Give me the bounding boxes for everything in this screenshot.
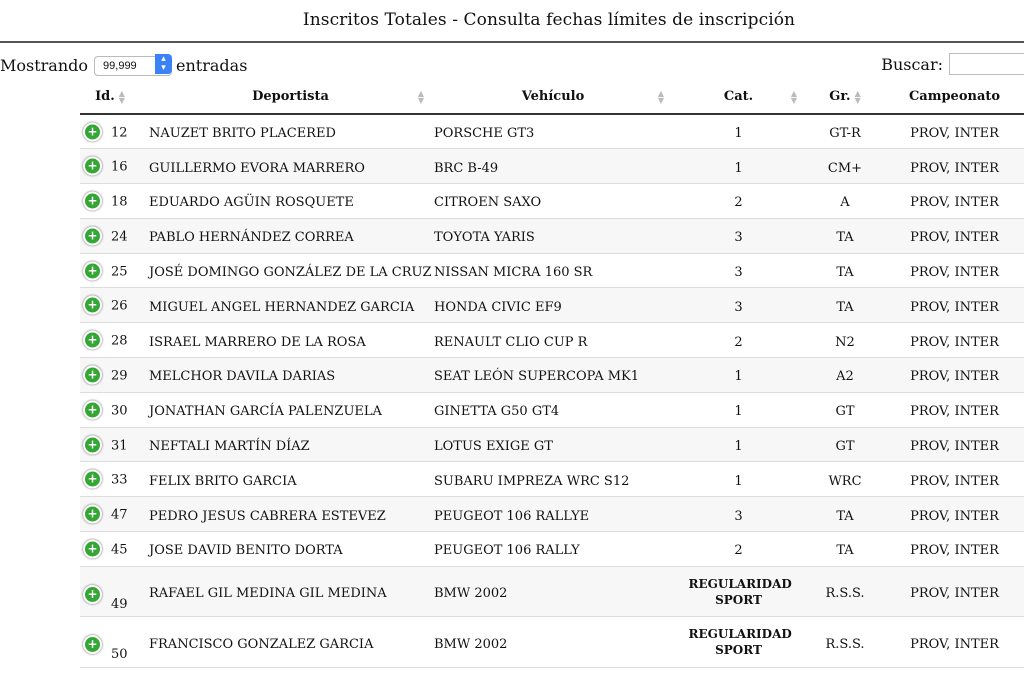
cell-cat — [672, 617, 805, 668]
plus-circle-icon[interactable]: + — [83, 122, 102, 141]
table-row[interactable] — [80, 392, 1024, 427]
gr-value: N2 — [835, 334, 855, 350]
cell-campeonato — [885, 323, 1024, 358]
id-value: 24 — [111, 229, 128, 245]
cell-gr — [805, 566, 885, 617]
cell-id — [80, 497, 140, 532]
title-divider — [0, 41, 1024, 43]
gr-value: WRC — [828, 473, 862, 489]
cat-value: 2 — [734, 334, 743, 350]
cat-value: 1 — [734, 404, 743, 420]
table-row[interactable] — [80, 462, 1024, 497]
vehiculo-value: RENAULT CLIO CUP R — [434, 334, 588, 350]
id-value: 31 — [111, 437, 128, 453]
cell-id — [80, 288, 140, 323]
deportista-value: JOSÉ DOMINGO GONZÁLEZ DE LA CRUZ — [149, 265, 432, 281]
cell-deportista — [140, 427, 432, 462]
cell-deportista — [140, 149, 432, 184]
header-label: Id. — [95, 89, 115, 104]
id-value: 12 — [111, 124, 128, 140]
plus-circle-icon[interactable]: + — [83, 191, 102, 210]
id-value: 47 — [111, 507, 128, 523]
cat-value: 1 — [734, 473, 743, 489]
cell-cat — [672, 462, 805, 497]
cell-campeonato — [885, 617, 1024, 668]
cat-value: REGULARIDAD SPORT — [688, 576, 792, 607]
table-body — [80, 114, 1024, 667]
vehiculo-value: NISSAN MICRA 160 SR — [434, 265, 593, 281]
table-row[interactable] — [80, 114, 1024, 149]
deportista-value: PABLO HERNÁNDEZ CORREA — [149, 230, 354, 246]
plus-circle-icon[interactable]: + — [83, 635, 102, 654]
cell-id — [80, 532, 140, 567]
header-campeonato[interactable] — [885, 80, 1024, 114]
cell-id — [80, 427, 140, 462]
vehiculo-value: TOYOTA YARIS — [434, 230, 535, 246]
vehiculo-value: CITROEN SAXO — [434, 195, 542, 211]
cell-id — [80, 358, 140, 393]
gr-value: TA — [836, 230, 854, 246]
sort-arrows-icon: ▲ ▼ — [118, 88, 125, 105]
cat-value: 1 — [734, 126, 743, 142]
cell-vehiculo — [432, 532, 672, 567]
id-value: 50 — [111, 647, 128, 663]
campeonato-value: PROV, INTER — [910, 636, 999, 652]
plus-circle-icon[interactable]: + — [83, 331, 102, 350]
campeonato-value: PROV, INTER — [910, 126, 999, 142]
cell-vehiculo — [432, 617, 672, 668]
header-deportista[interactable] — [140, 80, 432, 114]
campeonato-value: PROV, INTER — [910, 473, 999, 489]
cell-vehiculo — [432, 323, 672, 358]
entries-length-select[interactable] — [94, 56, 172, 76]
cell-deportista — [140, 532, 432, 567]
plus-circle-icon[interactable]: + — [83, 470, 102, 489]
cell-deportista — [140, 184, 432, 219]
cell-gr — [805, 149, 885, 184]
page-title: Inscritos Totales - Consulta fechas límites de inscripción — [302, 10, 796, 30]
plus-circle-icon[interactable]: + — [83, 296, 102, 315]
table-row[interactable] — [80, 617, 1024, 668]
plus-circle-icon[interactable]: + — [83, 585, 102, 604]
select-stepper-icon: ▴ ▾ — [155, 54, 172, 74]
search-input[interactable] — [949, 53, 1024, 75]
cell-vehiculo — [432, 149, 672, 184]
cell-cat — [672, 288, 805, 323]
cell-gr — [805, 617, 885, 668]
cell-vehiculo — [432, 218, 672, 253]
cell-id — [80, 184, 140, 219]
entries-table — [80, 80, 1024, 668]
plus-circle-icon[interactable]: + — [83, 435, 102, 454]
header-id[interactable] — [80, 80, 140, 114]
cell-cat — [672, 253, 805, 288]
cell-vehiculo — [432, 392, 672, 427]
campeonato-value: PROV, INTER — [910, 439, 999, 455]
gr-value: A2 — [836, 369, 854, 385]
campeonato-value: PROV, INTER — [910, 404, 999, 420]
cell-campeonato — [885, 358, 1024, 393]
gr-value: TA — [836, 543, 854, 559]
cell-cat — [672, 323, 805, 358]
table-row[interactable] — [80, 427, 1024, 462]
table-row[interactable] — [80, 184, 1024, 219]
gr-value: R.S.S. — [825, 586, 865, 602]
gr-value: GT-R — [829, 126, 861, 142]
vehiculo-value: PORSCHE GT3 — [434, 126, 535, 142]
cell-cat — [672, 149, 805, 184]
cell-campeonato — [885, 114, 1024, 149]
deportista-value: FRANCISCO GONZALEZ GARCIA — [149, 636, 374, 652]
cell-cat — [672, 427, 805, 462]
cell-campeonato — [885, 566, 1024, 617]
gr-value: GT — [835, 404, 855, 420]
cell-campeonato — [885, 532, 1024, 567]
cell-cat — [672, 566, 805, 617]
cell-cat — [672, 497, 805, 532]
table-row[interactable] — [80, 566, 1024, 617]
plus-circle-icon[interactable]: + — [83, 261, 102, 280]
cat-value: 3 — [734, 299, 743, 315]
cat-value: REGULARIDAD SPORT — [688, 627, 792, 658]
id-value: 49 — [111, 596, 128, 612]
plus-circle-icon[interactable]: + — [83, 226, 102, 245]
header-vehiculo[interactable] — [432, 80, 672, 114]
cell-id — [80, 218, 140, 253]
cell-vehiculo — [432, 427, 672, 462]
cell-vehiculo — [432, 358, 672, 393]
cell-gr — [805, 323, 885, 358]
cell-id — [80, 253, 140, 288]
cell-campeonato — [885, 497, 1024, 532]
cell-deportista — [140, 358, 432, 393]
cell-campeonato — [885, 427, 1024, 462]
cell-vehiculo — [432, 253, 672, 288]
campeonato-value: PROV, INTER — [910, 160, 999, 176]
cell-deportista — [140, 288, 432, 323]
table-header-row — [80, 80, 1024, 114]
cell-deportista — [140, 253, 432, 288]
cell-id — [80, 149, 140, 184]
cell-gr — [805, 358, 885, 393]
header-label: Cat. — [723, 89, 754, 104]
deportista-value: NAUZET BRITO PLACERED — [149, 126, 336, 142]
cell-gr — [805, 462, 885, 497]
cell-id — [80, 114, 140, 149]
gr-value: TA — [836, 299, 854, 315]
vehiculo-value: BMW 2002 — [434, 636, 508, 652]
sort-arrows-icon: ▲ ▼ — [790, 89, 797, 105]
cell-campeonato — [885, 462, 1024, 497]
table-row[interactable] — [80, 253, 1024, 288]
cell-cat — [672, 218, 805, 253]
cell-campeonato — [885, 288, 1024, 323]
cell-cat — [672, 532, 805, 567]
cell-id — [80, 566, 140, 617]
cell-gr — [805, 497, 885, 532]
cell-gr — [805, 288, 885, 323]
plus-circle-icon[interactable]: + — [83, 505, 102, 524]
gr-value: GT — [835, 439, 855, 455]
cell-campeonato — [885, 392, 1024, 427]
cell-gr — [805, 427, 885, 462]
length-suffix: entradas — [176, 55, 248, 75]
cat-value: 1 — [734, 439, 743, 455]
gr-value: A — [840, 195, 850, 211]
table-row[interactable] — [80, 497, 1024, 532]
cell-id — [80, 392, 140, 427]
plus-circle-icon[interactable]: + — [83, 365, 102, 384]
vehiculo-value: SEAT LEÓN SUPERCOPA MK1 — [434, 369, 640, 385]
id-value: 45 — [111, 542, 128, 558]
campeonato-value: PROV, INTER — [910, 299, 999, 315]
cell-vehiculo — [432, 288, 672, 323]
plus-circle-icon[interactable]: + — [83, 400, 102, 419]
gr-value: TA — [836, 265, 854, 281]
sort-arrows-icon: ▲ ▼ — [854, 88, 861, 105]
cat-value: 1 — [734, 369, 743, 385]
plus-circle-icon[interactable]: + — [83, 539, 102, 558]
header-cat[interactable] — [672, 80, 805, 114]
cell-vehiculo — [432, 462, 672, 497]
cell-deportista — [140, 392, 432, 427]
header-label: Vehículo — [521, 89, 585, 104]
id-value: 28 — [111, 333, 128, 349]
search-control — [881, 53, 1024, 75]
table-row[interactable] — [80, 288, 1024, 323]
cell-cat — [672, 392, 805, 427]
cell-campeonato — [885, 184, 1024, 219]
gr-value: CM+ — [827, 160, 863, 176]
vehiculo-value: LOTUS EXIGE GT — [434, 439, 553, 455]
deportista-value: MIGUEL ANGEL HERNANDEZ GARCIA — [149, 299, 415, 315]
cell-deportista — [140, 566, 432, 617]
cell-gr — [805, 218, 885, 253]
cell-deportista — [140, 497, 432, 532]
cat-value: 2 — [734, 543, 743, 559]
cell-gr — [805, 184, 885, 219]
deportista-value: ISRAEL MARRERO DE LA ROSA — [149, 334, 366, 350]
search-label: Buscar: — [881, 54, 943, 74]
cell-vehiculo — [432, 497, 672, 532]
cell-deportista — [140, 462, 432, 497]
deportista-value: PEDRO JESUS CABRERA ESTEVEZ — [149, 508, 386, 524]
vehiculo-value: PEUGEOT 106 RALLYE — [434, 508, 590, 524]
table-row[interactable] — [80, 218, 1024, 253]
cell-gr — [805, 392, 885, 427]
entries-length-control — [0, 54, 247, 76]
cell-id — [80, 617, 140, 668]
id-value: 30 — [111, 403, 128, 419]
cell-gr — [805, 532, 885, 567]
sort-arrows-icon: ▲ ▼ — [657, 89, 664, 105]
vehiculo-value: GINETTA G50 GT4 — [434, 404, 560, 420]
id-value: 26 — [111, 298, 128, 314]
table-row[interactable] — [80, 358, 1024, 393]
campeonato-value: PROV, INTER — [910, 230, 999, 246]
vehiculo-value: PEUGEOT 106 RALLY — [434, 543, 580, 559]
campeonato-value: PROV, INTER — [910, 265, 999, 281]
campeonato-value: PROV, INTER — [910, 369, 999, 385]
gr-value: TA — [836, 508, 854, 524]
vehiculo-value: HONDA CIVIC EF9 — [434, 299, 562, 315]
vehiculo-value: BRC B-49 — [434, 160, 499, 176]
cell-deportista — [140, 617, 432, 668]
length-select-wrapper — [92, 54, 172, 76]
header-label: Campeonato — [908, 89, 1001, 104]
length-prefix: Mostrando — [0, 55, 89, 75]
deportista-value: JOSE DAVID BENITO DORTA — [149, 543, 343, 559]
cell-deportista — [140, 114, 432, 149]
cat-value: 1 — [734, 160, 743, 176]
cell-vehiculo — [432, 566, 672, 617]
campeonato-value: PROV, INTER — [910, 586, 999, 602]
cell-deportista — [140, 218, 432, 253]
id-value: 16 — [111, 159, 128, 175]
deportista-value: NEFTALI MARTÍN DÍAZ — [149, 439, 310, 455]
deportista-value: RAFAEL GIL MEDINA GIL MEDINA — [149, 586, 387, 602]
cell-cat — [672, 358, 805, 393]
header-label: Gr. — [829, 89, 851, 104]
plus-circle-icon[interactable]: + — [83, 157, 102, 176]
cell-cat — [672, 184, 805, 219]
table-row[interactable] — [80, 323, 1024, 358]
cell-id — [80, 323, 140, 358]
cell-vehiculo — [432, 184, 672, 219]
table-row[interactable] — [80, 532, 1024, 567]
sort-arrows-icon: ▲ ▼ — [417, 89, 424, 105]
id-value: 18 — [111, 194, 128, 210]
campeonato-value: PROV, INTER — [910, 508, 999, 524]
id-value: 29 — [111, 368, 128, 384]
vehiculo-value: BMW 2002 — [434, 586, 508, 602]
campeonato-value: PROV, INTER — [910, 195, 999, 211]
cell-campeonato — [885, 253, 1024, 288]
cell-id — [80, 462, 140, 497]
cat-value: 2 — [734, 195, 743, 211]
deportista-value: FELIX BRITO GARCIA — [149, 473, 297, 489]
cell-deportista — [140, 323, 432, 358]
cell-vehiculo — [432, 114, 672, 149]
id-value: 25 — [111, 263, 128, 279]
cat-value: 3 — [734, 230, 743, 246]
header-gr[interactable] — [805, 80, 885, 114]
deportista-value: JONATHAN GARCÍA PALENZUELA — [149, 404, 382, 420]
campeonato-value: PROV, INTER — [910, 543, 999, 559]
cat-value: 3 — [734, 508, 743, 524]
deportista-value: MELCHOR DAVILA DARIAS — [149, 369, 336, 385]
header-label: Deportista — [252, 89, 329, 104]
cell-gr — [805, 253, 885, 288]
deportista-value: EDUARDO AGÜIN ROSQUETE — [149, 195, 354, 211]
cell-campeonato — [885, 218, 1024, 253]
vehiculo-value: SUBARU IMPREZA WRC S12 — [434, 473, 630, 489]
campeonato-value: PROV, INTER — [910, 334, 999, 350]
cat-value: 3 — [734, 265, 743, 281]
id-value: 33 — [111, 472, 128, 488]
deportista-value: GUILLERMO EVORA MARRERO — [149, 160, 365, 176]
cell-gr — [805, 114, 885, 149]
cell-campeonato — [885, 149, 1024, 184]
gr-value: R.S.S. — [825, 636, 865, 652]
table-row[interactable] — [80, 149, 1024, 184]
cell-cat — [672, 114, 805, 149]
